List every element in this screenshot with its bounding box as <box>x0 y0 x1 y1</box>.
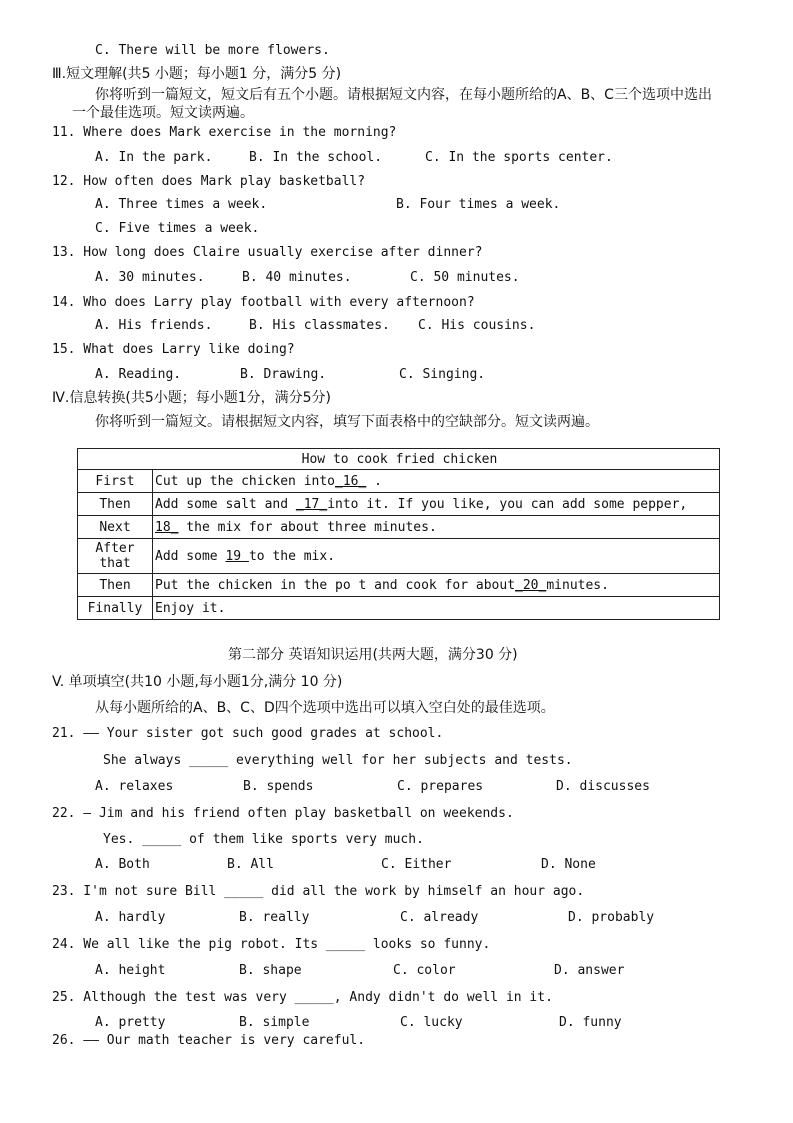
q22-option-b: B. All <box>227 857 274 872</box>
step-label: Next <box>78 516 153 539</box>
q14-option-a: A. His friends. <box>95 318 213 333</box>
question-21: 21. —— Your sister got such good grades at school. <box>52 726 444 741</box>
step-label: Finally <box>78 597 153 620</box>
q23-option-b: B. really <box>239 910 310 925</box>
q23-option-c: C. already <box>400 910 479 925</box>
table-title: How to cook fried chicken <box>78 449 720 470</box>
q13-option-c: C. 50 minutes. <box>410 270 520 285</box>
question-13: 13. How long does Claire usually exercise after dinner? <box>52 245 483 260</box>
table-row <box>78 470 720 493</box>
section-5-instructions: 从每小题所给的A、B、C、D四个选项中选出可以填入空白处的最佳选项。 <box>95 700 555 716</box>
q21-option-b: B. spends <box>243 779 314 794</box>
question-15: 15. What does Larry like doing? <box>52 342 295 357</box>
q14-option-c: C. His cousins. <box>418 318 536 333</box>
step-text: Add some salt and _17_into it. If you like, you can add some pepper, <box>153 493 720 516</box>
q25-option-a: A. pretty <box>95 1015 166 1030</box>
step-label: First <box>78 470 153 493</box>
question-11: 11. Where does Mark exercise in the morning? <box>52 125 397 140</box>
q21-option-d: D. discusses <box>556 779 650 794</box>
section-5-heading: V. 单项填空(共10 小题,每小题1分,满分 10 分) <box>52 674 343 690</box>
q12-option-b: B. Four times a week. <box>396 197 561 212</box>
option-c-prev: C. There will be more flowers. <box>95 43 330 58</box>
q11-option-a: A. In the park. <box>95 150 213 165</box>
question-14: 14. Who does Larry play football with every afternoon? <box>52 295 475 310</box>
q23-option-d: D. probably <box>568 910 655 925</box>
q25-option-d: D. funny <box>559 1015 622 1030</box>
step-text: Add some 19 to the mix. <box>153 539 720 574</box>
table-row <box>78 539 720 574</box>
q12-option-a: A. Three times a week. <box>95 197 268 212</box>
q11-option-c: C. In the sports center. <box>425 150 613 165</box>
part-2-heading: 第二部分 英语知识运用(共两大题，满分30 分) <box>228 647 518 663</box>
q22-option-d: D. None <box>541 857 596 872</box>
section-4-instructions: 你将听到一篇短文。请根据短文内容，填写下面表格中的空缺部分。短文读两遍。 <box>95 414 599 430</box>
question-21-line2: She always _____ everything well for her subjects and tests. <box>103 753 573 768</box>
question-24: 24. We all like the pig robot. Its _____ looks so funny. <box>52 937 491 952</box>
q15-option-a: A. Reading. <box>95 367 182 382</box>
question-12: 12. How often does Mark play basketball? <box>52 174 366 189</box>
section-4-heading: Ⅳ.信息转换(共5小题；每小题1分，满分5分) <box>52 390 332 406</box>
q23-option-a: A. hardly <box>95 910 166 925</box>
question-23: 23. I'm not sure Bill _____ did all the work by himself an hour ago. <box>52 884 585 899</box>
section-3-instructions: 你将听到一篇短文，短文后有五个小题。请根据短文内容，在每小题所给的A、B、C三个选项中选出 <box>95 87 712 103</box>
blank-20: _20_ <box>515 577 547 593</box>
step-text: Enjoy it. <box>153 597 720 620</box>
q14-option-b: B. His classmates. <box>249 318 390 333</box>
blank-17: _17_ <box>295 496 328 512</box>
q25-option-c: C. lucky <box>400 1015 463 1030</box>
q15-option-c: C. Singing. <box>399 367 486 382</box>
q21-option-c: C. prepares <box>397 779 484 794</box>
q13-option-a: A. 30 minutes. <box>95 270 205 285</box>
step-text: 18_ the mix for about three minutes. <box>153 516 720 539</box>
section-3-instructions-cont: 一个最佳选项。短文读两遍。 <box>72 105 254 121</box>
blank-18: 18_ <box>155 519 179 535</box>
question-26: 26. —— Our math teacher is very careful. <box>52 1033 366 1048</box>
q15-option-b: B. Drawing. <box>240 367 327 382</box>
q13-option-b: B. 40 minutes. <box>242 270 352 285</box>
question-22: 22. — Jim and his friend often play basketball on weekends. <box>52 806 514 821</box>
step-label: Then <box>78 574 153 597</box>
table-row <box>78 516 720 539</box>
q24-option-d: D. answer <box>554 963 625 978</box>
blank-19: 19 <box>225 548 249 564</box>
q24-option-a: A. height <box>95 963 166 978</box>
q11-option-b: B. In the school. <box>249 150 383 165</box>
q12-option-c: C. Five times a week. <box>95 221 260 236</box>
q24-option-c: C. color <box>393 963 456 978</box>
table-row <box>78 597 720 620</box>
question-22-line2: Yes. _____ of them like sports very much. <box>103 832 424 847</box>
recipe-table <box>77 448 720 620</box>
question-25: 25. Although the test was very _____, Andy didn't do well in it. <box>52 990 553 1005</box>
blank-16: _16_ <box>335 473 367 489</box>
q21-option-a: A. relaxes <box>95 779 174 794</box>
table-row <box>78 493 720 516</box>
q22-option-c: C. Either <box>381 857 452 872</box>
section-3-heading: Ⅲ.短文理解(共5 小题；每小题1 分，满分5 分) <box>52 66 342 82</box>
step-text: Put the chicken in the po t and cook for about_20_minutes. <box>153 574 720 597</box>
q22-option-a: A. Both <box>95 857 150 872</box>
step-label: After that <box>78 539 153 574</box>
q24-option-b: B. shape <box>239 963 302 978</box>
table-row <box>78 574 720 597</box>
step-text: Cut up the chicken into_16_ . <box>153 470 720 493</box>
step-label: Then <box>78 493 153 516</box>
q25-option-b: B. simple <box>239 1015 310 1030</box>
